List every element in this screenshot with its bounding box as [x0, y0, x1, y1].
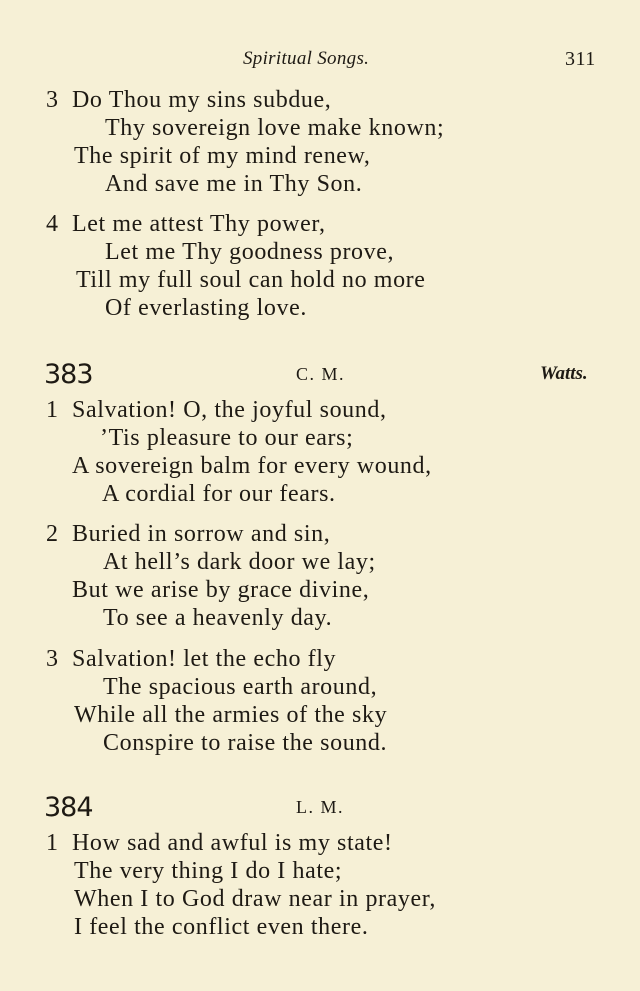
hymn-number: 384	[44, 792, 93, 823]
hymn-meter: L. M.	[296, 797, 344, 817]
verse-line: While all the armies of the sky	[74, 702, 388, 728]
stanza-number: 1	[46, 830, 59, 856]
verse-line: The very thing I do I hate;	[74, 858, 343, 884]
verse-line: Conspire to raise the sound.	[103, 730, 388, 756]
verse-line: Till my full soul can hold no more	[76, 267, 426, 293]
verse-line: But we arise by grace divine,	[72, 577, 370, 603]
verse-line: To see a heavenly day.	[103, 605, 333, 631]
verse-line: Let me Thy goodness prove,	[105, 239, 395, 265]
verse-line: Thy sovereign love make known;	[105, 115, 445, 141]
hymn-meter: C. M.	[296, 364, 346, 384]
verse-line: 1 How sad and awful is my state!	[46, 830, 393, 856]
stanza-number: 4	[46, 211, 59, 237]
verse-line: The spirit of my mind renew,	[74, 143, 371, 169]
stanza-number: 3	[46, 646, 59, 672]
verse-line: 1 Salvation! O, the joyful sound,	[46, 397, 387, 423]
stanza-number: 1	[46, 397, 59, 423]
stanza-number: 3	[46, 87, 59, 113]
verse-line: The spacious earth around,	[103, 674, 378, 700]
stanza-number: 2	[46, 521, 59, 547]
verse-line: When I to God draw near in prayer,	[74, 886, 436, 912]
running-header-title: Spiritual Songs.	[243, 48, 370, 69]
verse-line: And save me in Thy Son.	[105, 171, 363, 197]
hymn-number: 383	[44, 359, 93, 390]
verse-line: 3 Salvation! let the echo fly	[46, 646, 337, 672]
verse-line: 2 Buried in sorrow and sin,	[46, 521, 331, 547]
verse-line: At hell’s dark door we lay;	[103, 549, 376, 575]
verse-line: 3 Do Thou my sins subdue,	[46, 87, 332, 113]
hymn-author: Watts.	[540, 363, 588, 384]
verse-line: Of everlasting love.	[105, 295, 307, 321]
verse-line: I feel the conflict even there.	[74, 914, 369, 940]
verse-line: 4 Let me attest Thy power,	[46, 211, 326, 237]
verse-line: A sovereign balm for every wound,	[72, 453, 432, 479]
verse-line: ’Tis pleasure to our ears;	[100, 425, 354, 451]
verse-line: A cordial for our fears.	[102, 481, 336, 507]
page-number: 311	[565, 48, 596, 70]
